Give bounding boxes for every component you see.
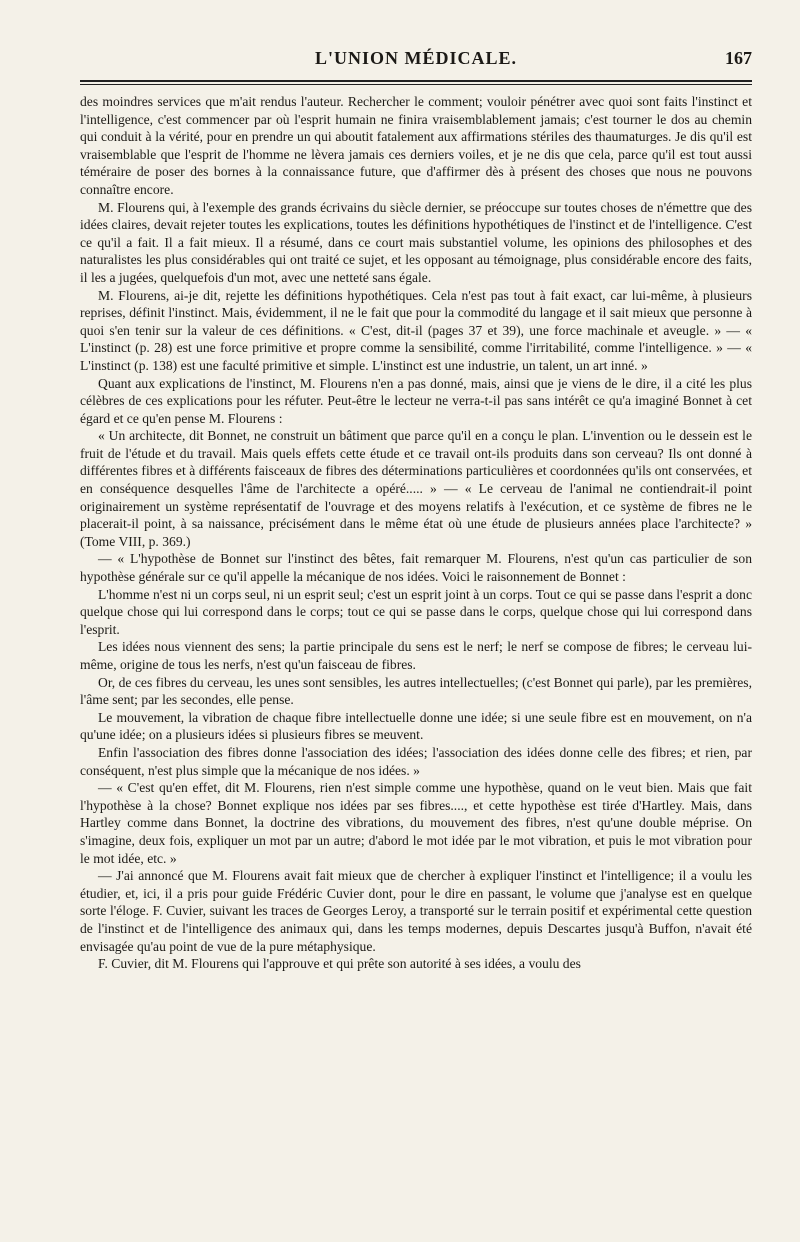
paragraph: Or, de ces fibres du cerveau, les unes sont sensibles, les autres intellectuelles; (c'est Bonnet qui parle), par les premières, l'âme sent; par les secondes, elle pense. [80,674,752,708]
paragraph: M. Flourens, ai-je dit, rejette les définitions hypothétiques. Cela n'est pas tout à fait exact, car lui-même, à plusieurs reprises, définit l'instinct. Mais, évidemment, il ne le fait que pour la commodité du langage et il sait mieux que personne à quoi s'en tenir sur la valeur de ces définitions. « C'est, dit-il (pages 37 et 39), une force machinale et aveugle. » — « L'instinct (p. 28) est une force primitive et propre comme la sensibilité, comme l'irritabilité, comme l'intelligence. » — « L'instinct (p. 138) est une faculté primitive et simple. L'instinct est une industrie, un talent, un art inné. » [80,287,752,373]
paragraph: Enfin l'association des fibres donne l'association des idées; l'association des idées donne celle des fibres; et rien, par conséquent, n'est plus simple que la mécanique de nos idées. » [80,744,752,778]
paragraph: des moindres services que m'ait rendus l'auteur. Rechercher le comment; vouloir pénétrer avec quoi sont faits l'instinct et l'intelligence, c'est commencer par où l'esprit humain ne finira vraisemblablement jamais; c'est tourner le dos au chemin qui conduit à la vérité, pour en prendre un qui aboutit fatalement aux affirmations stériles des thaumaturges. Je dis qu'il est vraisemblable que l'esprit de l'homme ne lèvera jamais ces derniers voiles, et je ne dis que cela, parce qu'il est tout aussi téméraire de poser des bornes à la connaissance future, que d'affirmer dès à présent des choses que nous ne pouvons connaître encore. [80,94,752,197]
paragraph: F. Cuvier, dit M. Flourens qui l'approuve et qui prête son autorité à ses idées, a voulu des [98,956,581,972]
header-rule-thin [80,84,752,85]
journal-title: L'UNION MÉDICALE. [314,48,518,68]
paragraph: Le mouvement, la vibration de chaque fibre intellectuelle donne une idée; si une seule fibre est en mouvement, on n'a qu'une idée; on a plusieurs idées si plusieurs fibres se meuvent. [80,709,752,743]
paragraph: — « C'est qu'en effet, dit M. Flourens, rien n'est simple comme une hypothèse, quand on le veut bien. Mais que fait l'hypothèse à la chose? Bonnet explique nos idées par ses fibres...., et cette hypothèse est tirée d'Hartley. Mais, dans Hartley comme dans Bonnet, la doctrine des vibrations, du mouvement des fibres, n'est qu'une double méprise. On s'imagine, deux fois, expliquer un mot par un autre; d'abord le mot idée par le mot vibration, et puis le mot vibration pour le mot idée, etc. » [80,780,752,866]
paragraph: — « L'hypothèse de Bonnet sur l'instinct des bêtes, fait remarquer M. Flourens, n'est qu'un cas particulier de son hypothèse générale sur ce qu'il appelle la mécanique de nos idées. Voici le raisonnement de Bonnet : [80,551,752,585]
paragraph: Les idées nous viennent des sens; la partie principale du sens est le nerf; le nerf se compose de fibres; le cerveau lui-même, origine de tous les nerfs, n'est qu'un faisceau de fibres. [80,639,752,672]
paragraph: L'homme n'est ni un corps seul, ni un esprit seul; c'est un esprit joint à un corps. Tout ce qui se passe dans l'esprit a donc quelque chose qui lui correspond dans le corps; tout ce qui se passe dans le corps, quelque chose qui lui correspond dans l'esprit. [80,586,752,637]
paragraph: M. Flourens qui, à l'exemple des grands écrivains du siècle dernier, se préoccupe sur toutes choses de n'émettre que des idées claires, devait rejeter toutes les explications, toutes les définitions hypothétiques de l'instinct et de l'intelligence. C'est ce qu'il a fait. Il a fait mieux. Il a résumé, dans ce court mais substantiel volume, les opinions des philosophes et des naturalistes les plus considérables qui ont traité ce sujet, et les opposant au témoignage, plus considérable encore des faits, il les a jugées, quelquefois d'un mot, avec une netteté sans égale. [80,199,752,285]
paragraph: — J'ai annoncé que M. Flourens avait fait mieux que de chercher à expliquer l'instinct et l'intelligence; il a voulu les étudier, et, ici, il a pris pour guide Frédéric Cuvier dont, pour le dire en passant, le volume que j'analyse est en quelque sorte l'éloge. F. Cuvier, suivant les traces de Georges Leroy, a transporté sur le terrain positif et expérimental cette question de l'instinct et de l'intelligence des animaux qui, dans les temps modernes, depuis Descartes jusqu'à Buffon, n'avait été envisagée qu'au point de vue de la pure métaphysique. [80,868,752,954]
paragraph: Quant aux explications de l'instinct, M. Flourens n'en a pas donné, mais, ainsi que je viens de le dire, il a cité les plus célèbres de ces explications pour les réfuter. Peut-être le lecteur ne verra-t-il pas sans intérêt ce qu'a imaginé Bonnet à cet égard et ce qu'en pense M. Flourens : [80,375,752,426]
article-body [80,93,752,973]
running-header [80,44,752,72]
paragraph: « Un architecte, dit Bonnet, ne construit un bâtiment que parce qu'il en a conçu le plan. L'invention ou le dessein est le fruit de l'étude et du travail. Mais quels effets cette étude et ce travail ont-ils produits dans son cerveau? Ils ont donné à différentes fibres et à différents faisceaux de fibres des déterminations particulières et coordonnées qu'ils ont conservées, et en conséquence desquelles l'âme de l'architecte a opéré..... » — « Le cerveau de l'animal ne contiendrait-il point originairement un système représentatif de l'ouvrage et des moyens relatifs à l'exécution, et ce système de fibres ne le placerait-il point, à sa naissance, précisément dans le même état où une étude de plusieurs années place l'architecte? » (Tome VIII, p. 369.) [80,428,752,549]
header-rule [80,80,752,82]
page-number: 167 [725,48,752,68]
